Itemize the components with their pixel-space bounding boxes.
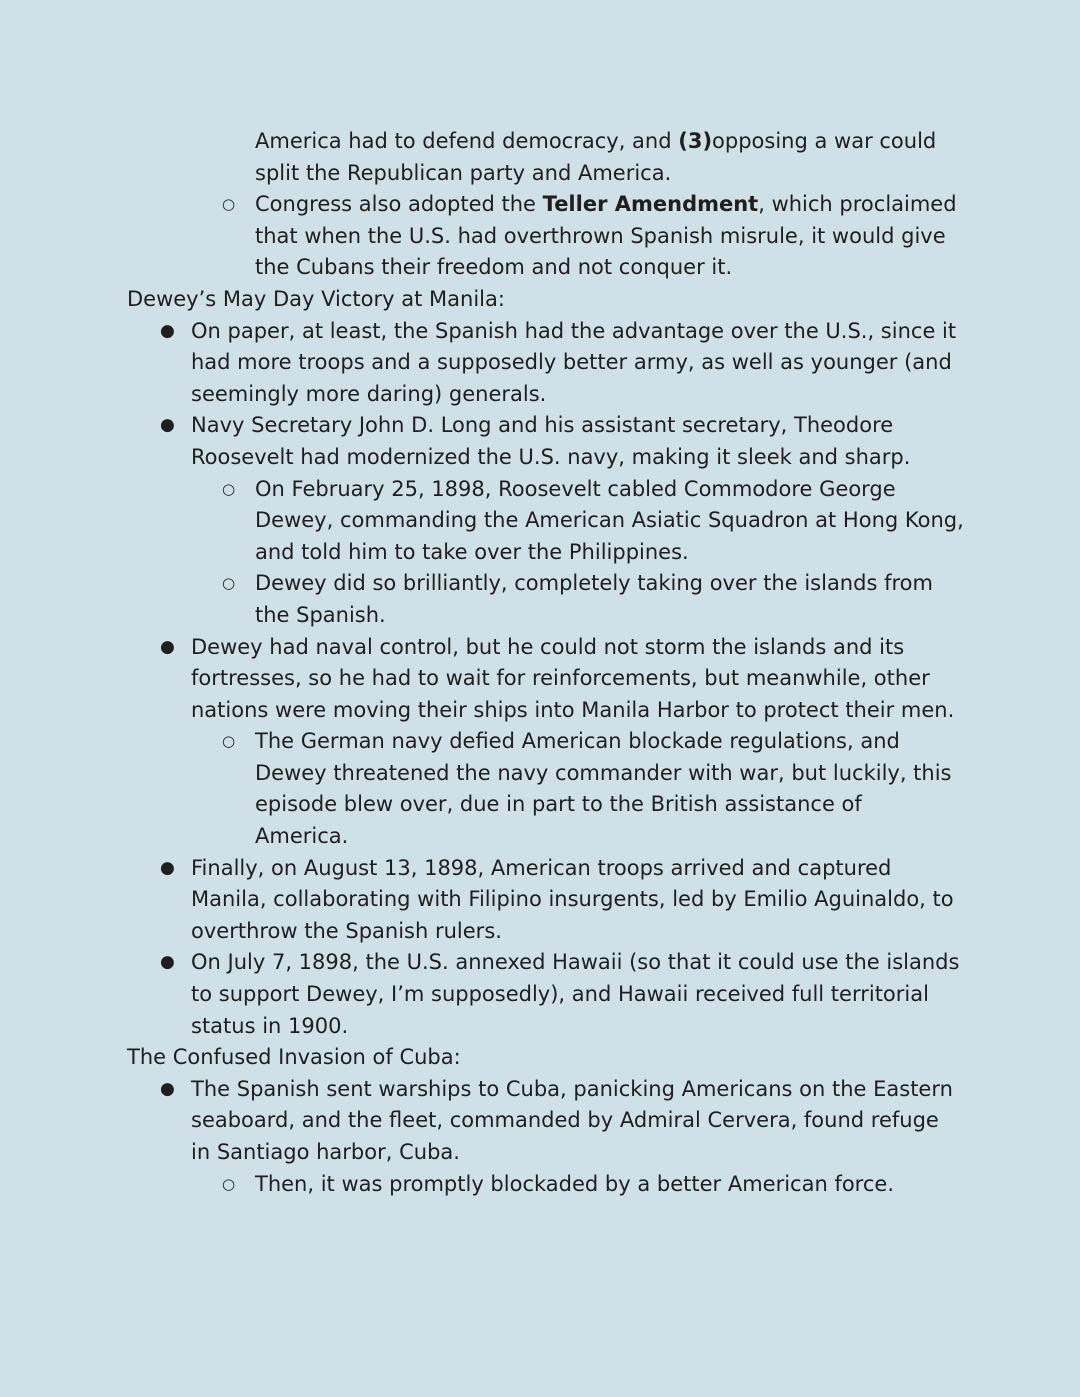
list-item-sub: [0, 726, 1080, 758]
text-segment: The German navy defied American blockade regulations, and: [255, 729, 900, 754]
list-item: [0, 316, 1080, 348]
list-item-sub: [0, 474, 1080, 506]
text-line: episode blew over, due in part to the British assistance of: [255, 792, 862, 817]
hollow-bullet-icon: ○: [222, 195, 236, 214]
bullet-icon: ●: [160, 857, 175, 878]
text-line: status in 1900.: [191, 1013, 349, 1038]
bullet-icon: ●: [160, 636, 175, 657]
text-line: the Cubans their freedom and not conquer it.: [255, 255, 733, 280]
text-segment: Finally, on August 13, 1898, American troops arrived and captured: [191, 855, 892, 880]
text-line: Roosevelt had modernized the U.S. navy, making it sleek and sharp.: [191, 444, 911, 469]
hollow-bullet-icon: ○: [222, 732, 236, 751]
text-line: Manila, collaborating with Filipino insurgents, led by Emilio Aguinaldo, to: [191, 887, 954, 912]
text-line: that when the U.S. had overthrown Spanish misrule, it would give: [255, 223, 946, 248]
text-segment: On paper, at least, the Spanish had the advantage over the U.S., since it: [191, 318, 957, 343]
text-segment: Dewey did so brilliantly, completely taking over the islands from: [255, 571, 933, 596]
text-segment: On July 7, 1898, the U.S. annexed Hawaii (so that it could use the islands: [191, 950, 960, 975]
text-segment: On February 25, 1898, Roosevelt cabled Commodore George: [255, 476, 896, 501]
text-line: seaboard, and the fleet, commanded by Admiral Cervera, found refuge: [191, 1108, 939, 1133]
hollow-bullet-icon: ○: [222, 1174, 236, 1193]
bold-number: (3): [678, 129, 713, 153]
text-segment: Dewey had naval control, but he could not storm the islands and its: [191, 634, 905, 659]
text-line: fortresses, so he had to wait for reinforcements, but meanwhile, other: [191, 666, 930, 691]
text-segment: opposing a war could: [712, 129, 937, 153]
text-line: [0, 126, 1080, 158]
list-item-sub: [0, 189, 1080, 221]
section-heading-manila: Dewey’s May Day Victory at Manila:: [127, 286, 505, 311]
bullet-icon: ●: [160, 320, 175, 341]
text-line: had more troops and a supposedly better army, as well as younger (and: [191, 350, 952, 375]
bullet-icon: ●: [160, 952, 175, 973]
text-line: split the Republican party and America.: [255, 160, 672, 185]
list-item: [0, 632, 1080, 664]
text-line: seemingly more daring) generals.: [191, 381, 547, 406]
bullet-icon: ●: [160, 1078, 175, 1099]
hollow-bullet-icon: ○: [222, 574, 236, 593]
text-line: Dewey, commanding the American Asiatic Squadron at Hong Kong,: [255, 508, 964, 533]
text-line: nations were moving their ships into Manila Harbor to protect their men.: [191, 697, 955, 722]
list-item: [0, 1074, 1080, 1106]
list-item: [0, 410, 1080, 442]
text-line: Dewey threatened the navy commander with war, but luckily, this: [255, 760, 952, 785]
text-line: in Santiago harbor, Cuba.: [191, 1140, 460, 1164]
text-segment: The Spanish sent warships to Cuba, panicking Americans on the Eastern: [191, 1076, 953, 1101]
list-item-sub: [0, 568, 1080, 600]
list-item: [0, 853, 1080, 885]
text-line: to support Dewey, I’m supposedly), and Hawaii received full territorial: [191, 982, 929, 1007]
section-heading-cuba: The Confused Invasion of Cuba:: [127, 1045, 461, 1070]
text-line: and told him to take over the Philippines.: [255, 539, 689, 564]
text-line: America.: [255, 824, 349, 849]
text-segment: Congress also adopted the: [255, 192, 543, 217]
text-line: the Spanish.: [255, 602, 386, 627]
text-segment: Then, it was promptly blockaded by a better American force.: [255, 1171, 894, 1196]
text-segment: , which proclaimed: [758, 192, 957, 217]
hollow-bullet-icon: ○: [222, 479, 236, 498]
notes-body: [0, 126, 1080, 1200]
text-segment: America had to defend democracy, and: [255, 129, 679, 153]
list-item: [0, 947, 1080, 979]
bullet-icon: ●: [160, 415, 175, 436]
list-item-sub: [0, 1169, 1080, 1201]
text-line: overthrow the Spanish rulers.: [191, 918, 502, 943]
text-segment: Navy Secretary John D. Long and his assistant secretary, Theodore: [191, 413, 894, 438]
bold-term-teller-amendment: Teller Amendment: [542, 192, 759, 217]
